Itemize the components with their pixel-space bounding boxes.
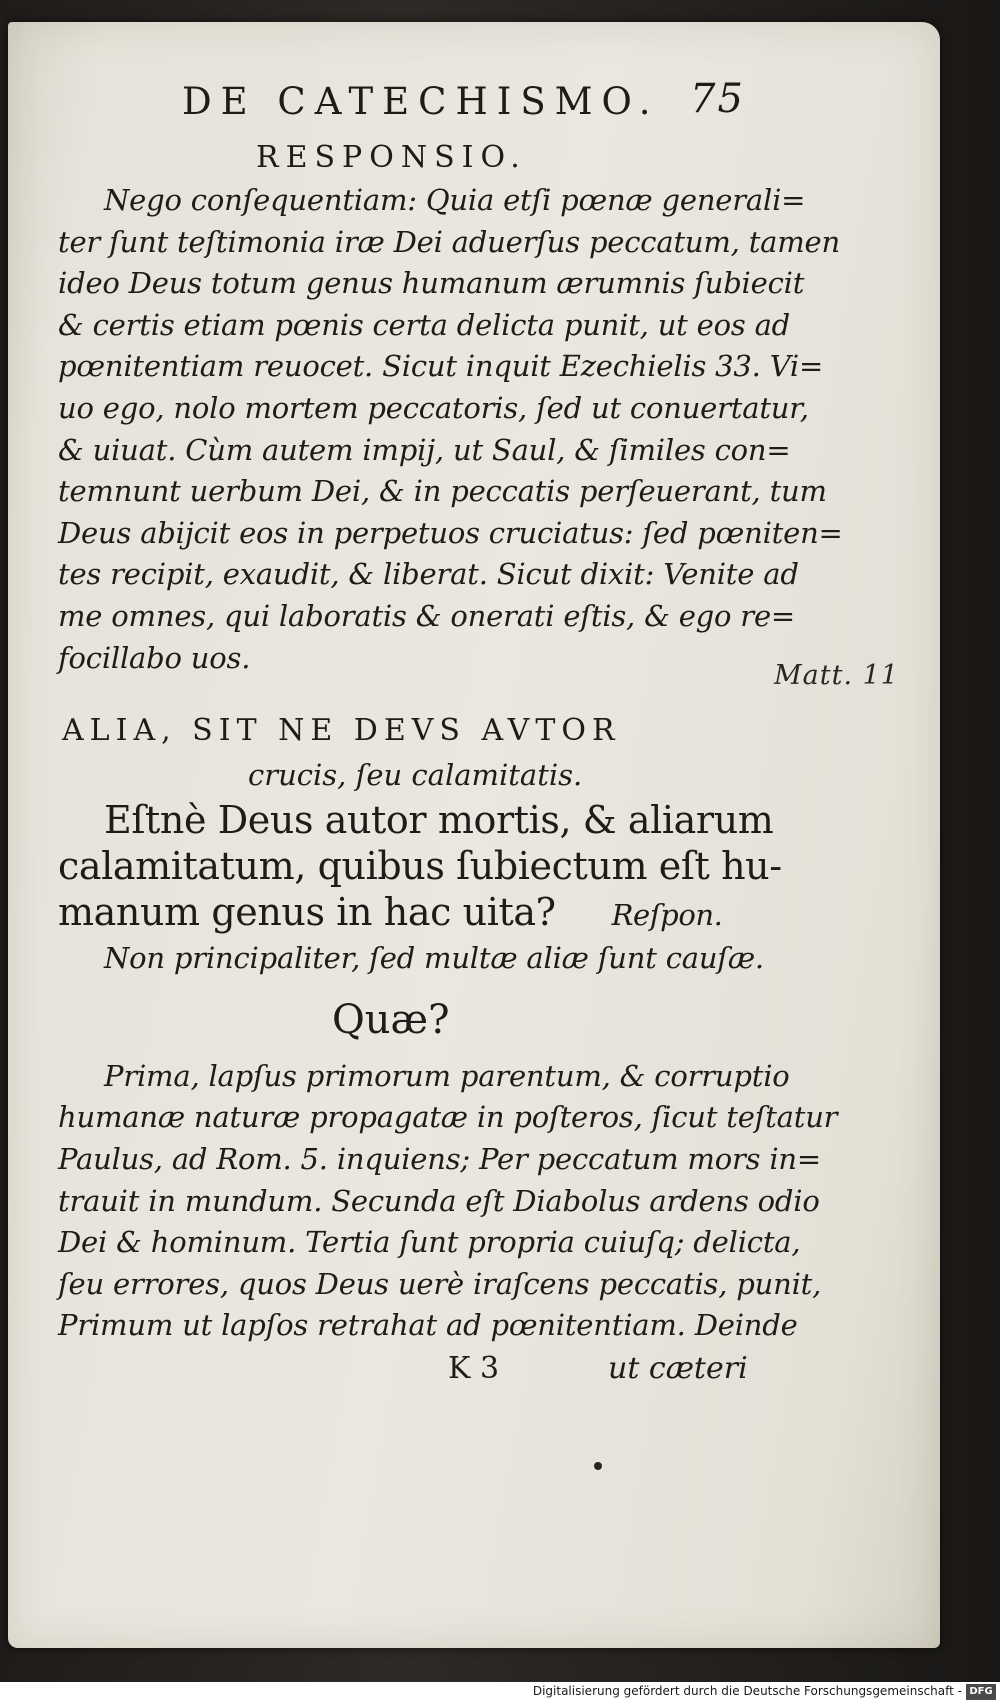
causes-line: ſeu errores, quos Deus uerè iraſcens peccatis, punit,: [58, 1266, 822, 1301]
question-line: Eſtnè Deus autor mortis, & aliarum: [104, 798, 774, 843]
running-head-title: DE CATECHISMO.: [182, 80, 660, 123]
running-head: [58, 76, 918, 136]
question-line: [58, 889, 918, 938]
answer-line: & uiuat. Cùm autem impij, ut Saul, & ſimiles con=: [58, 432, 791, 467]
section-heading: ALIA, SIT NE DEVS AVTOR: [62, 713, 621, 749]
signature-mark: K 3: [448, 1350, 500, 1386]
question-paragraph: [58, 797, 918, 938]
answer-line: ideo Deus totum genus humanum ærumnis ſubiecit: [58, 266, 805, 301]
causes-line: Paulus, ad Rom. 5. inquiens; Per peccatum mors in=: [58, 1141, 821, 1176]
causes-line: Dei & hominum. Tertia ſunt propria cuiuſq; delicta,: [58, 1225, 801, 1260]
footer-bar: [0, 1682, 1000, 1703]
responsio-caption: RESPONSIO.: [256, 140, 527, 175]
causes-line: Prima, lapſus primorum parentum, & corruptio: [104, 1058, 790, 1093]
text-block: [58, 76, 918, 1393]
answer-line: temnunt uerbum Dei, & in peccatis perſeuerant, tum: [58, 474, 827, 509]
causes-paragraph: [58, 1056, 918, 1347]
answer-line: tes recipit, exaudit, & liberat. Sicut dixit: Venite ad: [58, 557, 799, 592]
dfg-logo-icon: DFG: [966, 1684, 996, 1700]
answer-paragraph: [58, 180, 918, 679]
question-line: calamitatum, quibus ſubiectum eſt hu-: [58, 844, 782, 889]
causes-line: humanæ naturæ propagatæ in poſteros, ſicut teſtatur: [58, 1100, 838, 1135]
causes-line: Primum ut lapſos retrahat ad pœnitentiam. Deinde: [58, 1308, 798, 1343]
margin-note: Matt. 11: [774, 660, 899, 691]
answer-line: Nego conſequentiam: Quia etſi pœnæ generali=: [104, 183, 806, 217]
answer-line: pœnitentiam reuocet. Sicut inquit Ezechielis 33. Vi=: [58, 349, 824, 384]
answer-line: Deus abijcit eos in perpetuos cruciatus: ſed pœniten=: [58, 515, 843, 550]
ink-spot: [594, 1462, 602, 1470]
footer-credit: Digitalisierung gefördert durch die Deutsche Forschungsgemeinschaft -: [532, 1684, 962, 1698]
respon-label: Reſpon.: [611, 898, 723, 933]
answer-line: focillabo uos.: [58, 640, 251, 675]
section-subheading: crucis, ſeu calamitatis.: [248, 758, 583, 793]
book-page: [8, 22, 940, 1648]
page-number: 75: [690, 76, 745, 122]
answer-line: uo ego, nolo mortem peccatoris, ſed ut conuertatur,: [58, 390, 809, 425]
short-answer: Non principaliter, ſed multæ aliæ ſunt cauſæ.: [104, 941, 764, 976]
answer-line: me omnes, qui laboratis & onerati eſtis, & ego re=: [58, 598, 796, 633]
quae-question: Quæ?: [332, 996, 450, 1043]
answer-line: & certis etiam pœnis certa delicta punit, ut eos ad: [58, 307, 791, 342]
question-line-text: manum genus in hac uita?: [58, 890, 556, 935]
catchline: [58, 1347, 918, 1393]
causes-line: trauit in mundum. Secunda eſt Diabolus ardens odio: [58, 1183, 820, 1218]
catchword: ut cæteri: [608, 1350, 748, 1386]
answer-line: ter ſunt teſtimonia iræ Dei aduerſus peccatum, tamen: [58, 224, 840, 259]
